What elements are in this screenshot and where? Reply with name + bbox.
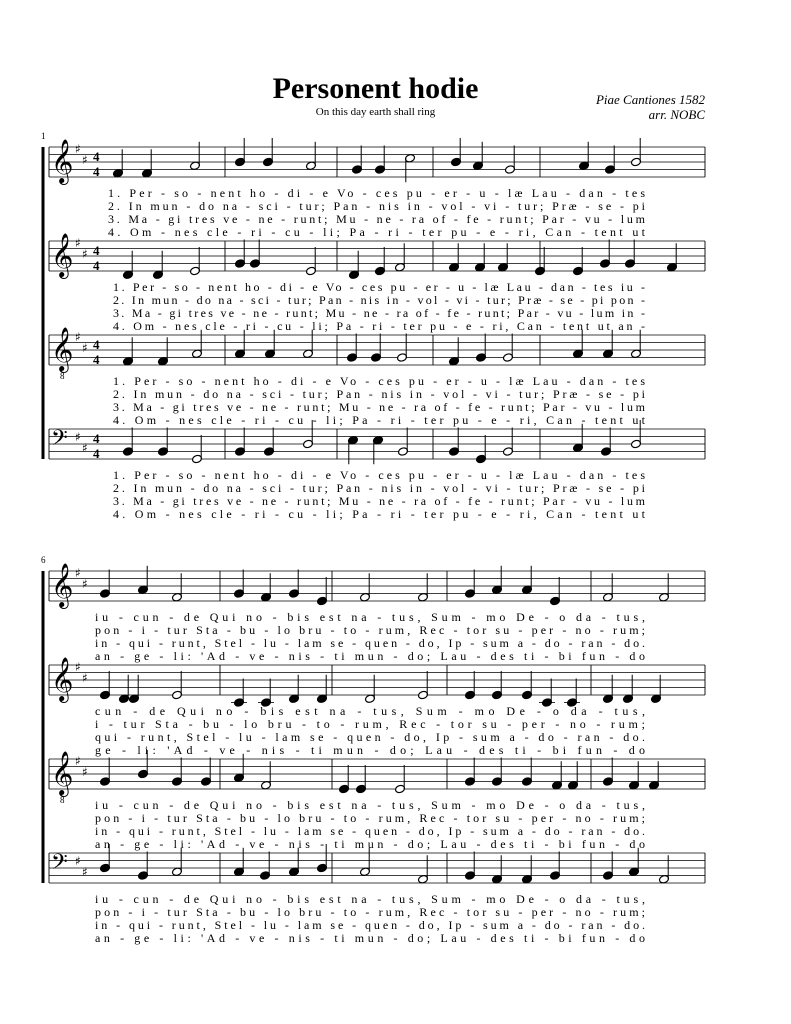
lyric-line: 1. Per - so - nent ho - di - e Vo - ces pu - er - u - læ Lau - dan - tes (113, 374, 646, 388)
lyric-line: 1. Per - so - nent ho - di - e Vo - ces pu - er - u - læ Lau - dan - tes (108, 186, 645, 200)
lyric-line: iu - cun - de Qui no - bis est na - tus, Sum - mo De - o da - tus, (95, 610, 645, 624)
lyric-line: pon - i - tur Sta - bu - lo bru - to - rum, Rec - tor su - per - no - rum; (95, 623, 646, 637)
lyric-line: in - qui - runt, Stel - lu - lam se - quen - do, Ip - sum a - do - ran - do. (95, 918, 645, 932)
octave-mark: 8 (60, 795, 65, 805)
key-signature-icon: ♯ (75, 854, 81, 868)
key-signature-icon: ♯ (75, 660, 81, 674)
staff-alto (49, 233, 705, 333)
key-signature-icon: ♯ (82, 765, 88, 779)
lyric-line: 3. Ma - gi tres ve - ne - runt; Mu - ne - ra of - fe - runt; Par - vu - lum (113, 494, 646, 508)
lyric-line: in - qui - runt, Stel - lu - lam se - quen - do, Ip - sum a - do - ran - do. (95, 636, 645, 650)
staff-bass (49, 844, 705, 945)
lyric-line: an - ge - li: 'Ad - ve - nis - ti mun - do; Lau - des ti - bi fun - do (95, 931, 645, 945)
measure-number: 1 (41, 131, 46, 141)
lyric-line: qui - runt, Stel - lu - lam se - quen - do, Ip - sum a - do - ran - do. (95, 730, 645, 744)
staff-bass (49, 420, 705, 521)
treble-clef-icon: 𝄞 (51, 751, 74, 795)
key-signature-icon: ♯ (75, 236, 81, 250)
lyric-line: 4. Om - nes cle - ri - cu - li; Pa - ri - ter pu - e - ri, Can - tent ut (108, 225, 646, 239)
lyric-line: 4. Om - nes cle - ri - cu - li; Pa - ri - ter pu - e - ri, Can - tent ut (113, 413, 645, 427)
lyric-line: an - ge - li: 'Ad - ve - nis - ti mun - do; Lau - des ti - bi fun - do (95, 649, 645, 663)
bass-clef-icon: 𝄢 (51, 850, 68, 880)
time-signature: 4 (93, 149, 100, 164)
key-signature-icon: ♯ (82, 441, 88, 455)
lyric-line: 1. Per - so - nent ho - di - e Vo - ces pu - er - u - læ Lau - dan - tes (113, 468, 646, 482)
time-signature: 4 (93, 431, 100, 446)
bass-clef-icon: 𝄢 (51, 426, 68, 456)
lyric-line: an - ge - li: 'Ad - ve - nis - ti mun - do; Lau - des ti - bi fun - do (95, 837, 645, 851)
key-signature-icon: ♯ (82, 671, 88, 685)
time-signature: 4 (93, 337, 100, 352)
key-signature-icon: ♯ (82, 577, 88, 591)
staff-tenor (49, 750, 705, 851)
lyric-line: in - qui - runt, Stel - lu - lam se - quen - do, Ip - sum a - do - ran - do. (95, 824, 645, 838)
key-signature-icon: ♯ (82, 341, 88, 355)
measure-number: 6 (41, 555, 46, 565)
lyric-line: cun - de Qui no - bis est na - tus, Sum - mo De - o da - tus, (95, 704, 645, 718)
key-signature-icon: ♯ (75, 142, 81, 156)
source-credit: Piae Cantiones 1582 (595, 92, 705, 107)
lyric-line: 2. In mun - do na - sci - tur; Pan - nis in - vol - vi - tur; Præ - se - pi (108, 199, 646, 213)
lyric-line: pon - i - tur Sta - bu - lo bru - to - rum, Rec - tor su - per - no - rum; (95, 905, 646, 919)
lyric-line: ge - li: 'Ad - ve - nis - ti mun - do; Lau - des ti - bi fun - do (95, 743, 645, 757)
key-signature-icon: ♯ (82, 865, 88, 879)
page-subtitle: On this day earth shall ring (315, 106, 436, 118)
lyric-line: 2. In mun - do na - sci - tur; Pan - nis in - vol - vi - tur; Præ - se - pi (113, 387, 646, 401)
staff-soprano (49, 563, 705, 663)
time-signature: 4 (93, 243, 100, 258)
treble-clef-icon: 𝄞 (51, 563, 74, 607)
lyric-line: 3. Ma - gi tres ve - ne - runt; Mu - ne - ra of - fe - runt; Par - vu - lum (113, 400, 646, 414)
key-signature-icon: ♯ (75, 330, 81, 344)
lyric-line: i - tur Sta - bu - lo bru - to - rum, Rec - tor su - per - no - rum; (95, 717, 646, 731)
key-signature-icon: ♯ (75, 754, 81, 768)
key-signature-icon: ♯ (82, 153, 88, 167)
lyric-line: pon - i - tur Sta - bu - lo bru - to - rum, Rec - tor su - per - no - rum; (95, 811, 646, 825)
lyric-line: iu - cun - de Qui no - bis est na - tus, Sum - mo De - o da - tus, (95, 798, 645, 812)
time-signature: 4 (93, 446, 100, 461)
octave-mark: 8 (60, 371, 65, 381)
key-signature-icon: ♯ (82, 247, 88, 261)
staff-alto (49, 657, 705, 757)
lyric-line: iu - cun - de Qui no - bis est na - tus, Sum - mo De - o da - tus, (95, 892, 645, 906)
time-signature: 4 (93, 352, 100, 367)
treble-clef-icon: 𝄞 (51, 327, 74, 371)
arranger-credit: arr. NOBC (648, 107, 705, 122)
treble-clef-icon: 𝄞 (51, 139, 74, 183)
lyric-line: 2. In mun - do na - sci - tur; Pan - nis in - vol - vi - tur; Præ - se - pi (113, 481, 646, 495)
key-signature-icon: ♯ (75, 566, 81, 580)
staff-soprano (49, 138, 705, 239)
treble-clef-icon: 𝄞 (51, 233, 74, 277)
lyric-line: 2. In mun - do na - sci - tur; Pan - nis in - vol - vi - tur; Præ - se - pi pon - (113, 293, 646, 307)
key-signature-icon: ♯ (75, 430, 81, 444)
lyric-line: 3. Ma - gi tres ve - ne - runt; Mu - ne - ra of - fe - runt; Par - vu - lum in - (113, 306, 646, 320)
time-signature: 4 (93, 164, 100, 179)
lyric-line: 1. Per - so - nent ho - di - e Vo - ces pu - er - u - læ Lau - dan - tes iu - (113, 280, 646, 294)
staff-tenor (49, 327, 705, 427)
page-title: Personent hodie (272, 72, 479, 105)
lyric-line: 3. Ma - gi tres ve - ne - runt; Mu - ne - ra of - fe - runt; Par - vu - lum (108, 212, 646, 226)
treble-clef-icon: 𝄞 (51, 657, 74, 701)
time-signature: 4 (93, 258, 100, 273)
lyric-line: 4. Om - nes cle - ri - cu - li; Pa - ri - ter pu - e - ri, Can - tent ut an - (113, 319, 646, 333)
lyric-line: 4. Om - nes cle - ri - cu - li; Pa - ri - ter pu - e - ri, Can - tent ut (113, 507, 645, 521)
